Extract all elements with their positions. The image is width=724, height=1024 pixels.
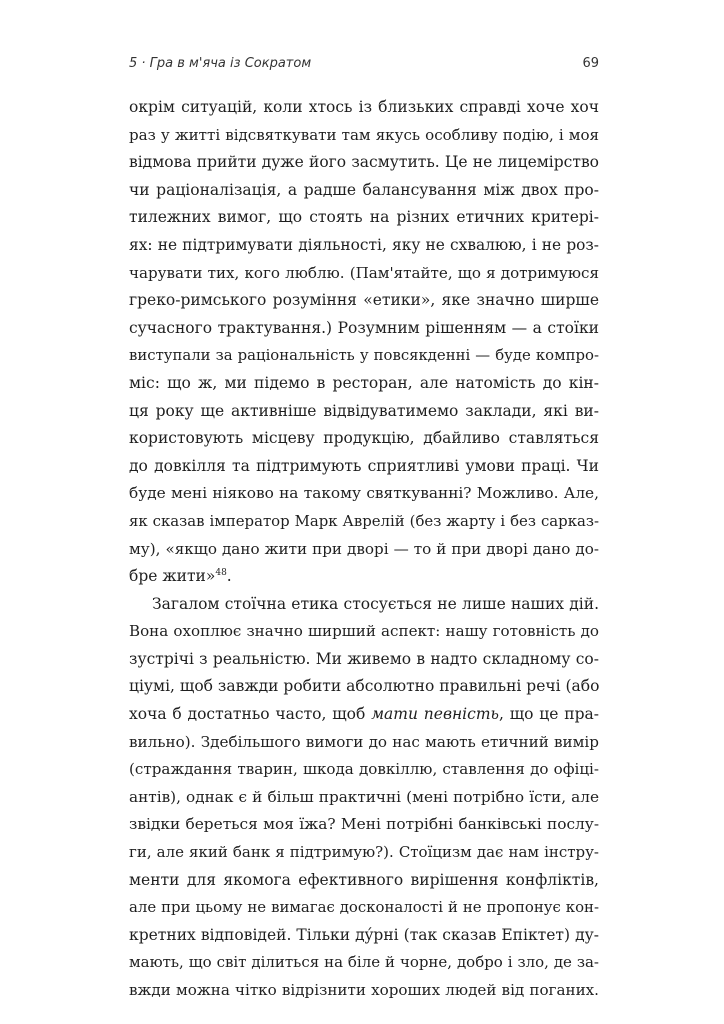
text-line: менти для якомога ефективного вирішення конфліктів, [129, 870, 599, 889]
text-line: Вона охоплює значно ширший аспект: нашу готовність до [129, 622, 599, 641]
text-fragment: , що це пра- [498, 705, 599, 724]
text-line: (страждання тварин, шкода довкіллю, ставлення до офіці- [129, 760, 599, 779]
paragraph-2 [129, 591, 599, 1005]
text-line: му), «якщо дано жити при дворі — то й при дворі дано до- [129, 539, 599, 558]
text-fragment: . [226, 567, 232, 586]
text-line: греко-римського розуміння «етики», яке значно ширше [129, 291, 599, 310]
paragraph-1 [129, 94, 599, 591]
page-header [129, 56, 599, 71]
text-line: мають, що світ ділиться на біле й чорне, добро і зло, де за- [129, 953, 599, 972]
text-line: буде мені ніяково на такому святкуванні? Можливо. Але, [129, 484, 599, 503]
text-line: чи раціоналізація, а радше балансування між двох про- [129, 180, 599, 199]
text-line: сучасного трактування.) Розумним рішенням — а стоїки [129, 318, 599, 337]
footnote-ref-48[interactable]: 48 [215, 567, 227, 578]
text-line: зустрічі з реальністю. Ми живемо в надто складному со- [129, 649, 599, 668]
text-fragment: хоча б достатньо часто, щоб [129, 705, 372, 724]
text-line: міс: що ж, ми підемо в ресторан, але натомість до кін- [129, 373, 599, 392]
text-line: до довкілля та підтримують сприятливі умови праці. Чи [129, 456, 599, 475]
text-line [129, 701, 599, 729]
text-line: окрім ситуацій, коли хтось із близьких справді хоче хоч [129, 98, 599, 116]
text-line: вжди можна чітко відрізнити хороших людей від поганих. [129, 981, 599, 999]
text-line: Загалом стоїчна етика стосується не лише наших дій. [152, 594, 599, 613]
text-line: відмова прийти дуже його засмутить. Це не лицемірство [129, 153, 599, 172]
text-body [129, 94, 599, 1005]
text-line: але при цьому не вимагає досконалості й не пропонує кон- [129, 898, 599, 917]
text-line: антів), однак є й більш практичні (мені потрібно їсти, але [129, 787, 599, 806]
text-line: кретних відповідей. Тільки дýрні (так сказав Епіктет) ду- [129, 925, 599, 944]
text-line: тилежних вимог, що стоять на різних етичних критері- [129, 208, 599, 227]
text-line: ціумі, щоб завжди робити абсолютно правильні речі (або [129, 677, 599, 696]
text-line: чарувати тих, кого люблю. (Пам'ятайте, що я дотримуюся [129, 263, 599, 282]
page-number: 69 [582, 56, 599, 71]
text-line: користовують місцеву продукцію, дбайливо ставляться [129, 429, 599, 448]
running-title: 5 · Гра в м'яча із Сократом [129, 56, 312, 71]
text-line: як сказав імператор Марк Аврелій (без жарту і без сарказ- [129, 511, 599, 530]
text-line: ця року ще активніше відвідуватимемо заклади, які ви- [129, 401, 599, 420]
emphasis-text: мати певність [371, 705, 499, 724]
text-line: вильно). Здебільшого вимоги до нас мають етичний вимір [129, 732, 599, 751]
text-line: ги, але який банк я підтримую?). Стоїцизм дає нам інстру- [129, 843, 599, 862]
text-line: раз у житті відсвяткувати там якусь особливу подію, і моя [129, 125, 599, 144]
text-line: звідки береться моя їжа? Мені потрібні банківські послу- [129, 815, 599, 834]
text-line: виступали за раціональність у повсякденні — буде компро- [129, 346, 599, 365]
text-line [129, 563, 599, 591]
text-fragment: бре жити» [129, 567, 216, 586]
text-line: ях: не підтримувати діяльності, яку не схвалюю, і не роз- [129, 235, 599, 254]
